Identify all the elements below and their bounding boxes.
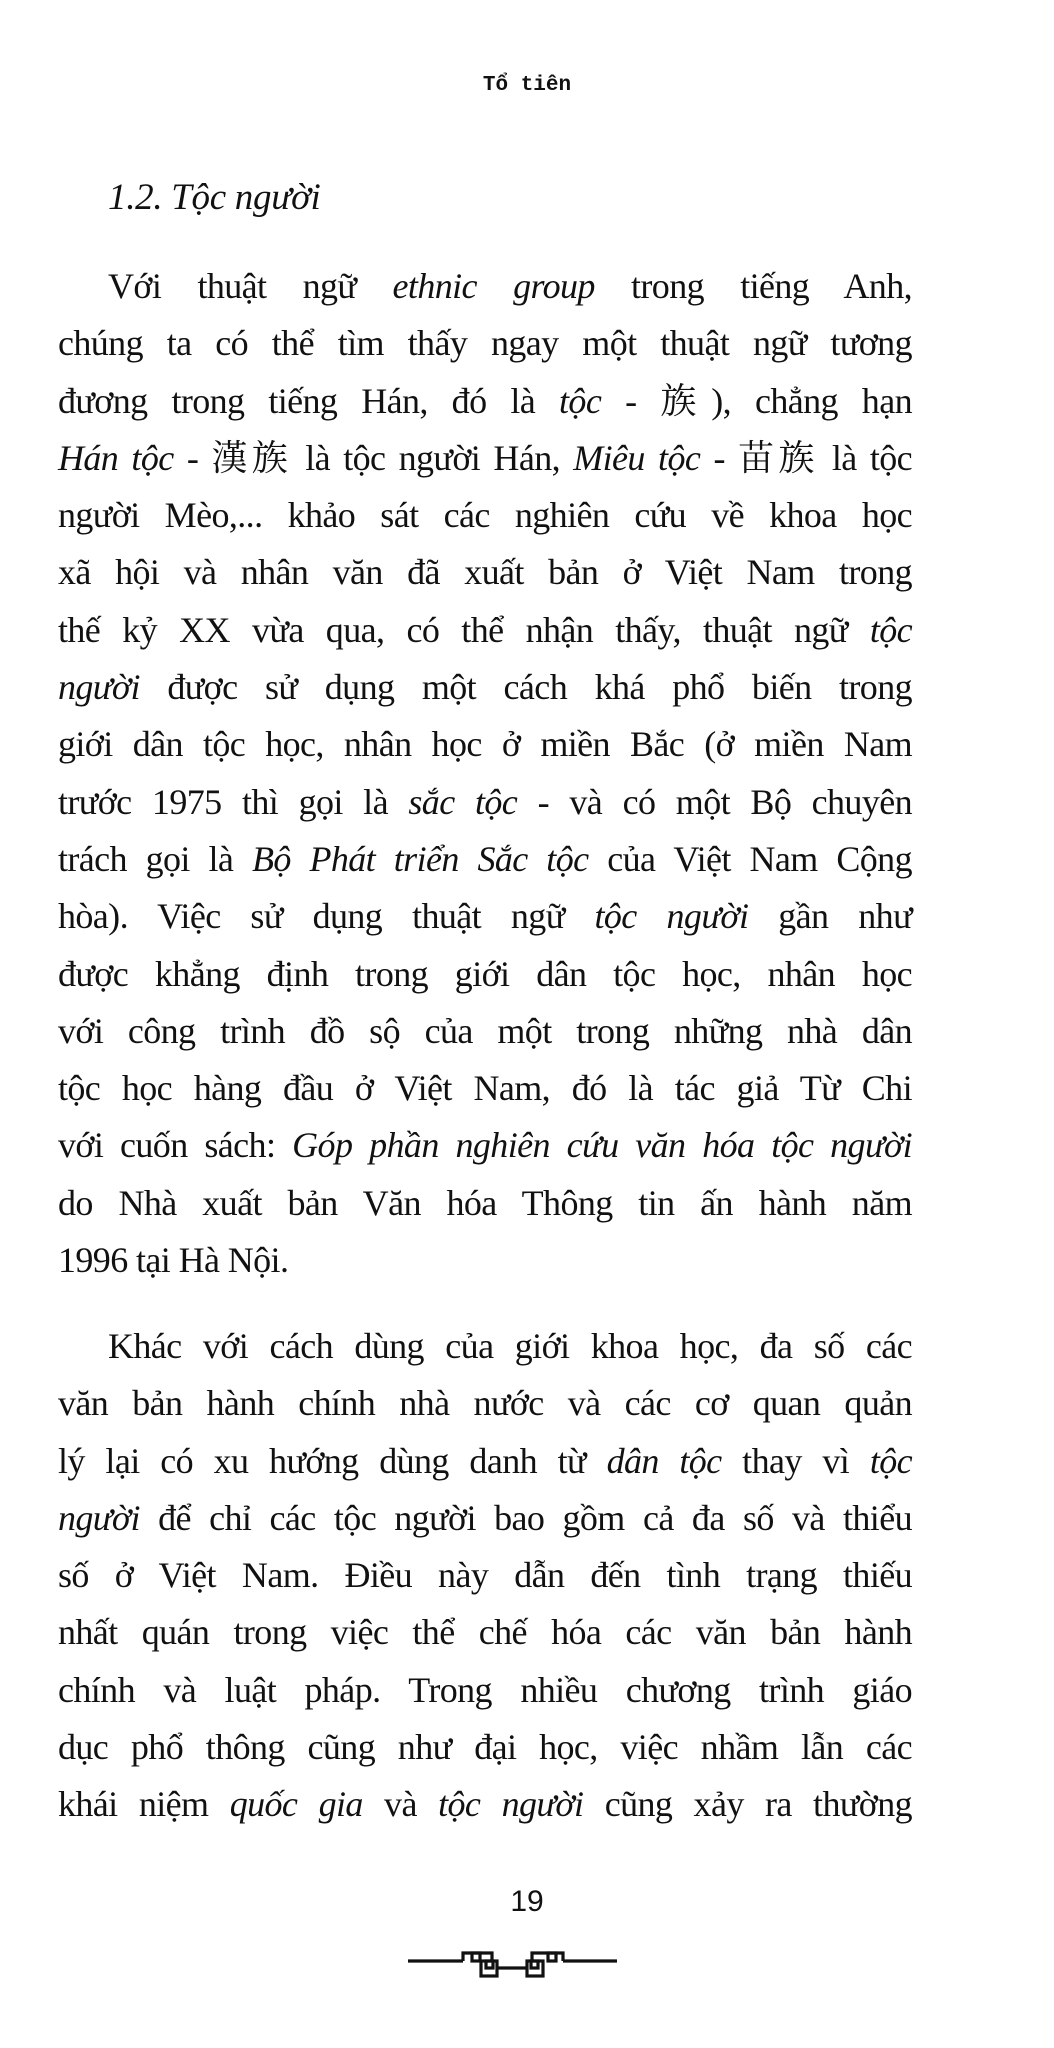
text-line bbox=[58, 1175, 912, 1232]
text-run: hòa). Việc sử dụng thuật ngữ bbox=[58, 896, 595, 937]
text-run: của Việt Nam Cộng bbox=[588, 838, 912, 879]
text-run: Khác với cách dùng của giới khoa học, đa số các bbox=[108, 1326, 912, 1366]
text-line bbox=[58, 1604, 912, 1661]
text-line bbox=[58, 1375, 912, 1432]
page-number: 19 bbox=[510, 1885, 544, 1918]
text-run: dục phổ thông cũng như đại học, việc nhầm lẫn các bbox=[58, 1727, 912, 1768]
text-run: giới dân tộc học, nhân học ở miền Bắc (ở miền Nam bbox=[58, 724, 912, 765]
italic-term: tộc người bbox=[594, 896, 749, 937]
text-line bbox=[58, 487, 912, 544]
text-line bbox=[58, 1547, 912, 1604]
paragraph-2 bbox=[58, 1318, 912, 1834]
text-run: lý lại có xu hướng dùng danh từ bbox=[58, 1440, 607, 1481]
text-line bbox=[58, 946, 912, 1003]
text-run: nhất quán trong việc thể chế hóa các văn bản hành bbox=[58, 1612, 912, 1653]
paragraph-1 bbox=[58, 258, 912, 1289]
text-run: được khẳng định trong giới dân tộc học, nhân học bbox=[58, 953, 912, 994]
meander-divider-icon bbox=[400, 1940, 640, 1980]
text-run: cũng xảy ra thường bbox=[583, 1784, 912, 1825]
text-run: chính và luật pháp. Trong nhiều chương trình giáo bbox=[58, 1669, 912, 1710]
text-run: trong tiếng Anh, bbox=[594, 266, 912, 306]
text-run: trách gọi là bbox=[58, 838, 252, 879]
italic-term: người bbox=[58, 1497, 140, 1538]
text-run: và bbox=[362, 1784, 439, 1825]
text-run: văn bản hành chính nhà nước và các cơ quan quản bbox=[58, 1383, 912, 1424]
italic-term: tộc người bbox=[438, 1784, 584, 1825]
text-line bbox=[58, 1490, 912, 1547]
text-run: - 苗族 là tộc bbox=[700, 437, 913, 478]
text-line bbox=[58, 373, 912, 430]
italic-term: ethnic group bbox=[392, 266, 595, 306]
text-run: để chỉ các tộc người bao gồm cả đa số và thiểu bbox=[139, 1497, 912, 1538]
text-run: - 族), chẳng hạn bbox=[601, 380, 912, 421]
italic-term: Góp phần nghiên cứu văn hóa tộc người bbox=[292, 1125, 912, 1166]
text-run: - 漢族 là tộc người Hán, bbox=[173, 437, 574, 478]
text-line bbox=[58, 716, 912, 773]
text-line bbox=[58, 1003, 912, 1060]
text-run: Với thuật ngữ bbox=[108, 266, 393, 306]
text-line bbox=[58, 1776, 912, 1833]
text-run: chúng ta có thể tìm thấy ngay một thuật ngữ tương bbox=[58, 323, 912, 364]
text-run: với công trình đồ sộ của một trong những nhà dân bbox=[58, 1010, 912, 1051]
text-line bbox=[58, 430, 912, 487]
text-line bbox=[58, 1060, 912, 1117]
text-line bbox=[58, 888, 912, 945]
text-run: thay vì bbox=[721, 1440, 870, 1481]
italic-term: Miêu tộc bbox=[573, 437, 701, 478]
text-line bbox=[58, 1662, 912, 1719]
italic-term: Bộ Phát triển Sắc tộc bbox=[252, 838, 589, 879]
text-run: đương trong tiếng Hán, đó là bbox=[58, 380, 560, 421]
text-line bbox=[58, 602, 912, 659]
italic-term: dân tộc bbox=[606, 1440, 722, 1481]
text-run: với cuốn sách: bbox=[58, 1125, 293, 1166]
text-line bbox=[58, 1318, 912, 1375]
text-line bbox=[58, 1719, 912, 1776]
text-run: số ở Việt Nam. Điều này dẫn đến tình trạng thiếu bbox=[58, 1555, 912, 1596]
text-run: khái niệm bbox=[58, 1784, 230, 1825]
text-line bbox=[58, 258, 912, 315]
italic-term: sắc tộc bbox=[408, 781, 518, 822]
text-run: được sử dụng một cách khá phổ biến trong bbox=[139, 667, 912, 708]
text-run: thế kỷ XX vừa qua, có thể nhận thấy, thuật ngữ bbox=[58, 609, 870, 650]
text-run: 1996 tại Hà Nội. bbox=[58, 1240, 289, 1281]
text-run: do Nhà xuất bản Văn hóa Thông tin ấn hành năm bbox=[58, 1182, 912, 1223]
italic-term: người bbox=[58, 667, 140, 708]
text-line bbox=[58, 774, 912, 831]
text-line bbox=[58, 1433, 912, 1490]
text-line bbox=[58, 1117, 912, 1174]
italic-term: tộc bbox=[559, 380, 602, 421]
text-line bbox=[58, 659, 912, 716]
text-line bbox=[58, 315, 912, 372]
text-run: - và có một Bộ chuyên bbox=[517, 781, 912, 822]
text-run: trước 1975 thì gọi là bbox=[58, 781, 409, 822]
text-run: tộc học hàng đầu ở Việt Nam, đó là tác giả Từ Chi bbox=[58, 1068, 912, 1109]
text-run: gần như bbox=[748, 896, 912, 937]
text-line bbox=[58, 831, 912, 888]
italic-term: quốc gia bbox=[229, 1784, 363, 1825]
italic-term: tộc bbox=[869, 609, 912, 650]
text-line bbox=[58, 1232, 912, 1289]
italic-term: Hán tộc bbox=[58, 437, 174, 478]
italic-term: tộc bbox=[869, 1440, 912, 1481]
text-run: xã hội và nhân văn đã xuất bản ở Việt Nam trong bbox=[58, 552, 912, 593]
section-heading: 1.2. Tộc người bbox=[108, 177, 321, 218]
text-line bbox=[58, 544, 912, 601]
text-run: người Mèo,... khảo sát các nghiên cứu về khoa học bbox=[58, 495, 912, 536]
running-head: Tổ tiên bbox=[482, 74, 572, 97]
